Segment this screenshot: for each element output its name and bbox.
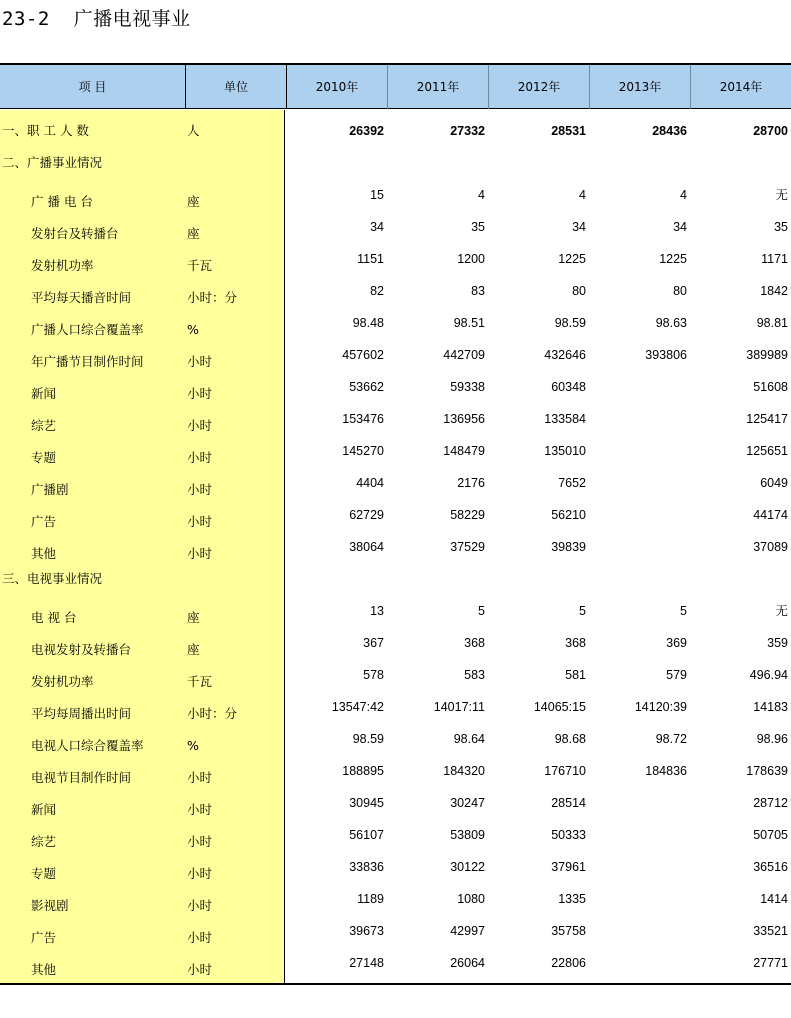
value-cell: 125651: [746, 444, 788, 458]
value-cell: 136956: [443, 412, 485, 426]
value-cell: 496.94: [749, 668, 788, 682]
table-row: [0, 372, 791, 404]
value-cell: 4404: [356, 476, 384, 490]
row-unit: 小时: [187, 930, 213, 945]
value-cell: 51608: [753, 380, 788, 394]
row-label: 发射机功率: [31, 258, 94, 273]
value-cell: 无: [775, 604, 788, 618]
value-cell: 28436: [652, 124, 687, 138]
row-unit: 座: [187, 194, 200, 209]
value-cell: 393806: [645, 348, 687, 362]
value-cell: 39839: [551, 540, 586, 554]
value-cell: 13547:42: [331, 700, 384, 714]
table-row: [0, 852, 791, 884]
value-cell: [591, 532, 687, 564]
value-cell: 50333: [551, 828, 586, 842]
table-row: [0, 308, 791, 340]
value-cell: 145270: [342, 444, 384, 458]
table-row: [0, 820, 791, 852]
value-cell: 583: [464, 668, 485, 682]
value-cell: 5: [579, 604, 586, 618]
row-unit: 小时: [187, 802, 213, 817]
value-cell: [389, 148, 485, 180]
value-cell: 153476: [342, 412, 384, 426]
header-year-2010: 2010年: [286, 65, 387, 109]
value-cell: 22806: [551, 956, 586, 970]
value-cell: 26064: [450, 956, 485, 970]
row-label: 综艺: [31, 418, 57, 433]
value-cell: 389989: [746, 348, 788, 362]
value-cell: 27332: [450, 124, 485, 138]
value-cell: 125417: [746, 412, 788, 426]
value-cell: 579: [666, 668, 687, 682]
row-label: 专题: [31, 450, 57, 465]
row-unit: 小时: [187, 514, 213, 529]
value-cell: [591, 564, 687, 596]
table-row: [0, 500, 791, 532]
value-cell: 98.72: [655, 732, 687, 746]
row-label: 新闻: [31, 386, 57, 401]
row-unit: 小时: [187, 866, 213, 881]
table-row: [0, 628, 791, 660]
row-label: 广播人口综合覆盖率: [31, 322, 144, 337]
value-cell: 28700: [753, 124, 788, 138]
value-cell: 27148: [349, 956, 384, 970]
row-label: 电视发射及转播台: [31, 642, 132, 657]
value-cell: 188895: [342, 764, 384, 778]
value-cell: [591, 404, 687, 436]
value-cell: 13: [370, 604, 384, 618]
value-cell: 98.51: [453, 316, 485, 330]
value-cell: 1189: [357, 892, 384, 906]
value-cell: [591, 852, 687, 884]
value-cell: 98.63: [655, 316, 687, 330]
value-cell: 98.96: [756, 732, 788, 746]
value-cell: 4: [680, 188, 687, 202]
table-row: [0, 212, 791, 244]
value-cell: 369: [666, 636, 687, 650]
header-year-2013: 2013年: [589, 65, 690, 109]
value-cell: 34: [572, 220, 586, 234]
value-cell: 53809: [450, 828, 485, 842]
table-row: [0, 532, 791, 564]
section-heading-row: [0, 148, 791, 180]
row-label: 电 视 台: [31, 610, 77, 625]
section-heading-row: [0, 564, 791, 596]
value-cell: 368: [464, 636, 485, 650]
value-cell: 184320: [443, 764, 485, 778]
table-bottom-rule: [0, 983, 791, 985]
value-cell: 37089: [753, 540, 788, 554]
value-cell: 34: [673, 220, 687, 234]
value-cell: 14183: [753, 700, 788, 714]
value-cell: 82: [370, 284, 384, 298]
row-unit: 小时: [187, 450, 213, 465]
value-cell: 83: [471, 284, 485, 298]
row-unit: 千瓦: [187, 674, 213, 689]
row-label: 专题: [31, 866, 57, 881]
table-row: [0, 596, 791, 628]
table-row: [0, 724, 791, 756]
value-cell: 28514: [551, 796, 586, 810]
table-row: [0, 116, 791, 148]
value-cell: 34: [370, 220, 384, 234]
value-cell: 578: [363, 668, 384, 682]
value-cell: 42997: [450, 924, 485, 938]
value-cell: [692, 148, 788, 180]
value-cell: 37529: [450, 540, 485, 554]
value-cell: 98.68: [554, 732, 586, 746]
row-unit: 小时：分: [187, 706, 238, 721]
value-cell: 5: [680, 604, 687, 618]
value-cell: 59338: [450, 380, 485, 394]
value-cell: 368: [565, 636, 586, 650]
row-label: 电视人口综合覆盖率: [31, 738, 144, 753]
row-label: 发射台及转播台: [31, 226, 119, 241]
value-cell: 30945: [349, 796, 384, 810]
value-cell: 56107: [349, 828, 384, 842]
value-cell: 1225: [659, 252, 687, 266]
value-cell: 1200: [457, 252, 485, 266]
value-cell: 4: [579, 188, 586, 202]
value-cell: 1151: [357, 252, 384, 266]
value-cell: [591, 372, 687, 404]
value-cell: [591, 820, 687, 852]
table-row: [0, 916, 791, 948]
table-row: [0, 692, 791, 724]
value-cell: [288, 564, 384, 596]
value-cell: 133584: [544, 412, 586, 426]
row-unit: 小时: [187, 898, 213, 913]
row-unit: 座: [187, 226, 200, 241]
row-label: 发射机功率: [31, 674, 94, 689]
row-label: 年广播节目制作时间: [31, 354, 144, 369]
value-cell: 7652: [558, 476, 586, 490]
value-cell: [490, 564, 586, 596]
value-cell: [490, 148, 586, 180]
row-unit: %: [187, 322, 199, 337]
table-row: [0, 244, 791, 276]
row-unit: 人: [187, 123, 200, 138]
table-row: [0, 948, 791, 980]
table-row: [0, 276, 791, 308]
value-cell: 98.48: [352, 316, 384, 330]
row-unit: 小时：分: [187, 290, 238, 305]
value-cell: 1080: [457, 892, 485, 906]
value-cell: 80: [673, 284, 687, 298]
value-cell: 457602: [342, 348, 384, 362]
table-row: [0, 884, 791, 916]
table-row: [0, 468, 791, 500]
value-cell: 58229: [450, 508, 485, 522]
row-label: 其他: [31, 962, 57, 977]
row-label: 影视剧: [31, 898, 69, 913]
row-label: 综艺: [31, 834, 57, 849]
value-cell: 98.59: [352, 732, 384, 746]
table-row: [0, 660, 791, 692]
value-cell: 4: [478, 188, 485, 202]
value-cell: [591, 788, 687, 820]
table-row: [0, 788, 791, 820]
row-label: 其他: [31, 546, 57, 561]
value-cell: 33836: [349, 860, 384, 874]
value-cell: 432646: [544, 348, 586, 362]
value-cell: 35: [774, 220, 788, 234]
row-label: 广播剧: [31, 482, 69, 497]
value-cell: [591, 436, 687, 468]
row-unit: 座: [187, 610, 200, 625]
value-cell: 581: [565, 668, 586, 682]
row-unit: %: [187, 738, 199, 753]
value-cell: 35: [471, 220, 485, 234]
row-label: 广告: [31, 930, 57, 945]
table-row: [0, 404, 791, 436]
value-cell: [591, 884, 687, 916]
value-cell: 367: [363, 636, 384, 650]
value-cell: 6049: [760, 476, 788, 490]
value-cell: 36516: [753, 860, 788, 874]
value-cell: 44174: [753, 508, 788, 522]
header-item: 项 目: [78, 80, 107, 94]
value-cell: 28712: [753, 796, 788, 810]
row-label: 二、广播事业情况: [2, 155, 103, 170]
row-unit: 小时: [187, 418, 213, 433]
value-cell: 14120:39: [634, 700, 687, 714]
value-cell: 39673: [349, 924, 384, 938]
value-cell: 37961: [551, 860, 586, 874]
value-cell: 60348: [551, 380, 586, 394]
value-cell: 38064: [349, 540, 384, 554]
page-title: 23-2 广播电视事业: [2, 8, 191, 30]
row-label: 广 播 电 台: [31, 194, 93, 209]
value-cell: 28531: [551, 124, 586, 138]
value-cell: 1225: [558, 252, 586, 266]
value-cell: 359: [767, 636, 788, 650]
header-year-2011: 2011年: [387, 65, 488, 109]
value-cell: 1335: [558, 892, 586, 906]
value-cell: 1414: [760, 892, 788, 906]
row-unit: 小时: [187, 962, 213, 977]
row-unit: 小时: [187, 546, 213, 561]
value-cell: 80: [572, 284, 586, 298]
value-cell: 98.81: [756, 316, 788, 330]
value-cell: 178639: [746, 764, 788, 778]
value-cell: [591, 948, 687, 980]
row-label: 新闻: [31, 802, 57, 817]
row-label: 平均每周播出时间: [31, 706, 132, 721]
value-cell: 无: [775, 188, 788, 202]
value-cell: [288, 148, 384, 180]
value-cell: [591, 148, 687, 180]
header-year-2012: 2012年: [488, 65, 589, 109]
value-cell: 30122: [450, 860, 485, 874]
value-cell: 135010: [544, 444, 586, 458]
value-cell: 50705: [753, 828, 788, 842]
value-cell: 176710: [544, 764, 586, 778]
row-unit: 小时: [187, 482, 213, 497]
table-row: [0, 180, 791, 212]
value-cell: 15: [370, 188, 384, 202]
value-cell: 35758: [551, 924, 586, 938]
value-cell: [591, 500, 687, 532]
row-label: 平均每天播音时间: [31, 290, 132, 305]
row-unit: 小时: [187, 770, 213, 785]
value-cell: 1842: [760, 284, 788, 298]
table-row: [0, 756, 791, 788]
value-cell: 53662: [349, 380, 384, 394]
value-cell: [591, 916, 687, 948]
value-cell: 14065:15: [533, 700, 586, 714]
value-cell: 62729: [349, 508, 384, 522]
value-cell: 5: [478, 604, 485, 618]
row-label: 广告: [31, 514, 57, 529]
header-year-2014: 2014年: [690, 65, 791, 109]
value-cell: 442709: [443, 348, 485, 362]
value-cell: [591, 468, 687, 500]
row-unit: 小时: [187, 834, 213, 849]
value-cell: [692, 564, 788, 596]
value-cell: 27771: [753, 956, 788, 970]
header-unit: 单位: [185, 65, 286, 109]
value-cell: 98.64: [453, 732, 485, 746]
table-row: [0, 340, 791, 372]
value-cell: 98.59: [554, 316, 586, 330]
row-unit: 千瓦: [187, 258, 213, 273]
value-cell: [389, 564, 485, 596]
value-cell: 14017:11: [433, 700, 485, 714]
value-cell: 30247: [450, 796, 485, 810]
value-cell: 2176: [457, 476, 485, 490]
row-label: 电视节目制作时间: [31, 770, 132, 785]
value-cell: 148479: [443, 444, 485, 458]
value-cell: 184836: [645, 764, 687, 778]
row-label: 一、职 工 人 数: [2, 123, 89, 138]
row-unit: 小时: [187, 354, 213, 369]
row-unit: 座: [187, 642, 200, 657]
row-unit: 小时: [187, 386, 213, 401]
value-cell: 26392: [349, 124, 384, 138]
row-label: 三、电视事业情况: [2, 571, 103, 586]
value-cell: 56210: [551, 508, 586, 522]
value-cell: 33521: [753, 924, 788, 938]
table-row: [0, 436, 791, 468]
table-header: [0, 63, 791, 109]
value-cell: 1171: [761, 252, 788, 266]
